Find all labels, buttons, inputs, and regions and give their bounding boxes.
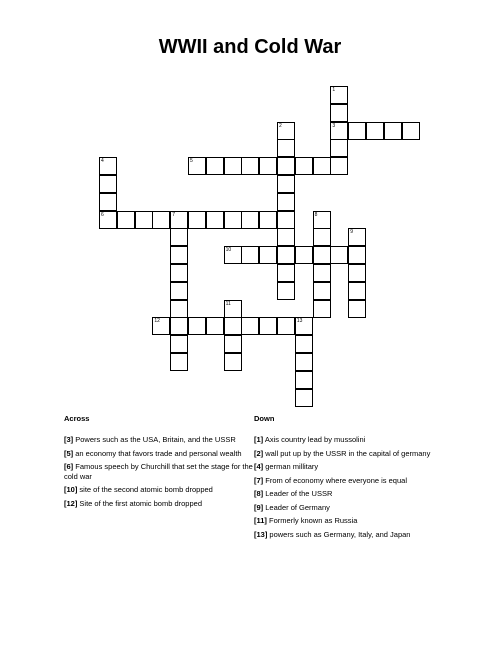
crossword-cell[interactable]: [241, 211, 259, 229]
crossword-cell[interactable]: [170, 353, 188, 371]
crossword-cell[interactable]: [313, 264, 331, 282]
crossword-cell[interactable]: [99, 211, 117, 229]
crossword-cell[interactable]: [224, 335, 242, 353]
clue-text: From of economy where everyone is equal: [263, 475, 407, 485]
down-clue: [254, 530, 444, 540]
down-clue-list: [254, 435, 444, 539]
down-clue: [254, 462, 444, 472]
crossword-cell[interactable]: [170, 317, 188, 335]
crossword-cell[interactable]: [330, 246, 348, 264]
crossword-cell[interactable]: [241, 317, 259, 335]
down-clue: [254, 516, 444, 526]
crossword-cell[interactable]: [241, 157, 259, 175]
crossword-cell[interactable]: [348, 228, 366, 246]
crossword-cell[interactable]: [170, 211, 188, 229]
crossword-cell[interactable]: [224, 353, 242, 371]
clue-text: site of the second atomic bomb dropped: [77, 485, 213, 494]
crossword-cell[interactable]: [224, 211, 242, 229]
down-clue: [254, 489, 444, 499]
clue-number: [11]: [254, 516, 267, 525]
crossword-cell[interactable]: [295, 246, 313, 264]
crossword-cell[interactable]: [277, 175, 295, 193]
crossword-cell[interactable]: [402, 122, 420, 140]
cell-number: 11: [225, 300, 231, 307]
crossword-cell[interactable]: [277, 264, 295, 282]
clue-number: [1]: [254, 435, 264, 444]
crossword-cell[interactable]: [241, 246, 259, 264]
across-heading: Across: [64, 414, 90, 423]
crossword-cell[interactable]: [330, 122, 348, 140]
crossword-cell[interactable]: [313, 246, 331, 264]
crossword-cell[interactable]: [259, 157, 277, 175]
crossword-cell[interactable]: [384, 122, 402, 140]
crossword-cell[interactable]: [99, 175, 117, 193]
cell-number: 12: [154, 318, 160, 325]
clue-text: Leader of the USSR: [263, 489, 333, 498]
crossword-cell[interactable]: [170, 300, 188, 318]
crossword-cell[interactable]: [313, 282, 331, 300]
crossword-cell[interactable]: [295, 353, 313, 371]
clue-number: [8]: [254, 489, 264, 498]
crossword-cell[interactable]: [170, 264, 188, 282]
crossword-cell[interactable]: [188, 317, 206, 335]
crossword-cell[interactable]: [330, 157, 348, 175]
clue-number: [10]: [64, 485, 78, 494]
down-clue: [254, 503, 444, 513]
cell-number: 4: [101, 158, 104, 165]
crossword-cell[interactable]: [170, 228, 188, 246]
across-clue: [64, 435, 269, 445]
crossword-cell[interactable]: [313, 211, 331, 229]
clue-number: [13]: [254, 529, 268, 539]
clue-number: [9]: [254, 502, 264, 512]
cell-number: 10: [225, 247, 232, 254]
down-heading: Down: [254, 414, 275, 423]
clue-text: Powers such as the USA, Britain, and the USSR: [73, 435, 236, 444]
crossword-cell[interactable]: [135, 211, 153, 229]
crossword-cell[interactable]: [224, 317, 242, 335]
crossword-cell[interactable]: [277, 122, 295, 140]
crossword-cell[interactable]: [313, 228, 331, 246]
crossword-cell[interactable]: [152, 211, 170, 229]
crossword-cell[interactable]: [348, 246, 366, 264]
crossword-cell[interactable]: [277, 282, 295, 300]
crossword-cell[interactable]: [366, 122, 384, 140]
across-clue: [64, 499, 269, 509]
puzzle-title: WWII and Cold War: [158, 36, 342, 58]
crossword-cell[interactable]: [152, 317, 170, 335]
crossword-cell[interactable]: [99, 157, 117, 175]
down-clues: [254, 414, 444, 543]
clue-number: [5]: [64, 448, 74, 458]
crossword-cell[interactable]: [170, 246, 188, 264]
crossword-cell[interactable]: [277, 228, 295, 246]
crossword-cell[interactable]: [348, 264, 366, 282]
crossword-cell[interactable]: [224, 246, 242, 264]
down-clue: [254, 435, 444, 445]
clue-number: [6]: [64, 462, 74, 471]
crossword-cell[interactable]: [259, 317, 277, 335]
crossword-cell[interactable]: [348, 282, 366, 300]
down-clue: [254, 449, 444, 459]
cell-number: 6: [101, 211, 104, 218]
cell-number: 3: [332, 122, 336, 129]
crossword-cell[interactable]: [206, 157, 224, 175]
across-clues: [64, 414, 269, 512]
crossword-cell[interactable]: [295, 335, 313, 353]
crossword-cell[interactable]: [313, 157, 331, 175]
crossword-cell[interactable]: [330, 86, 348, 104]
crossword-cell[interactable]: [99, 193, 117, 211]
cell-number: 8: [314, 211, 318, 218]
crossword-cell[interactable]: [188, 157, 206, 175]
down-clue: [254, 476, 444, 486]
cell-number: 5: [190, 158, 193, 165]
crossword-cell[interactable]: [295, 157, 313, 175]
crossword-cell[interactable]: [224, 157, 242, 175]
crossword-cell[interactable]: [295, 389, 313, 407]
clue-number: [4]: [254, 462, 264, 471]
clue-text: Axis country lead by mussolini: [263, 435, 366, 444]
crossword-cell[interactable]: [330, 139, 348, 157]
clue-text: Famous speech by Churchill that set the stage for the cold war: [64, 462, 253, 481]
clue-text: Formerly known as Russia: [266, 516, 358, 525]
crossword-cell[interactable]: [259, 211, 277, 229]
clue-text: wall put up by the USSR in the capital of germany: [263, 448, 431, 458]
crossword-cell[interactable]: [170, 335, 188, 353]
clue-number: [7]: [254, 475, 264, 485]
cell-number: 2: [279, 122, 282, 129]
crossword-cell[interactable]: [277, 139, 295, 157]
crossword-cell[interactable]: [295, 317, 313, 335]
clue-text: powers such as Germany, Italy, and Japan: [267, 529, 411, 539]
crossword-cell[interactable]: [224, 300, 242, 318]
clue-number: [3]: [64, 435, 74, 444]
crossword-cell[interactable]: [259, 246, 277, 264]
crossword-cell[interactable]: [277, 157, 295, 175]
across-clue: [64, 449, 269, 459]
crossword-cell[interactable]: [206, 317, 224, 335]
cell-number: 13: [296, 318, 303, 325]
clue-text: an economy that favors trade and personal wealth: [73, 448, 242, 458]
cell-number: 7: [172, 211, 175, 218]
crossword-cell[interactable]: [330, 104, 348, 122]
crossword-cell[interactable]: [117, 211, 135, 229]
crossword-cell[interactable]: [277, 193, 295, 211]
cell-number: 1: [332, 87, 336, 93]
clue-text: Leader of Germany: [263, 502, 330, 512]
crossword-cell[interactable]: [206, 211, 224, 229]
crossword-cell[interactable]: [188, 211, 206, 229]
clue-number: [2]: [254, 448, 264, 458]
clue-text: Site of the first atomic bomb dropped: [77, 498, 202, 508]
across-clue: [64, 485, 269, 495]
across-clue: [64, 462, 269, 481]
crossword-cell[interactable]: [295, 371, 313, 389]
cell-number: 9: [350, 229, 353, 236]
clue-text: german millitary: [263, 462, 319, 471]
crossword-cell[interactable]: [348, 122, 366, 140]
crossword-cell[interactable]: [277, 246, 295, 264]
clue-number: [12]: [64, 498, 78, 508]
crossword-cell[interactable]: [313, 300, 331, 318]
crossword-cell[interactable]: [170, 282, 188, 300]
crossword-cell[interactable]: [348, 300, 366, 318]
across-clue-list: [64, 435, 269, 508]
crossword-cell[interactable]: [277, 211, 295, 229]
crossword-cell[interactable]: [277, 317, 295, 335]
